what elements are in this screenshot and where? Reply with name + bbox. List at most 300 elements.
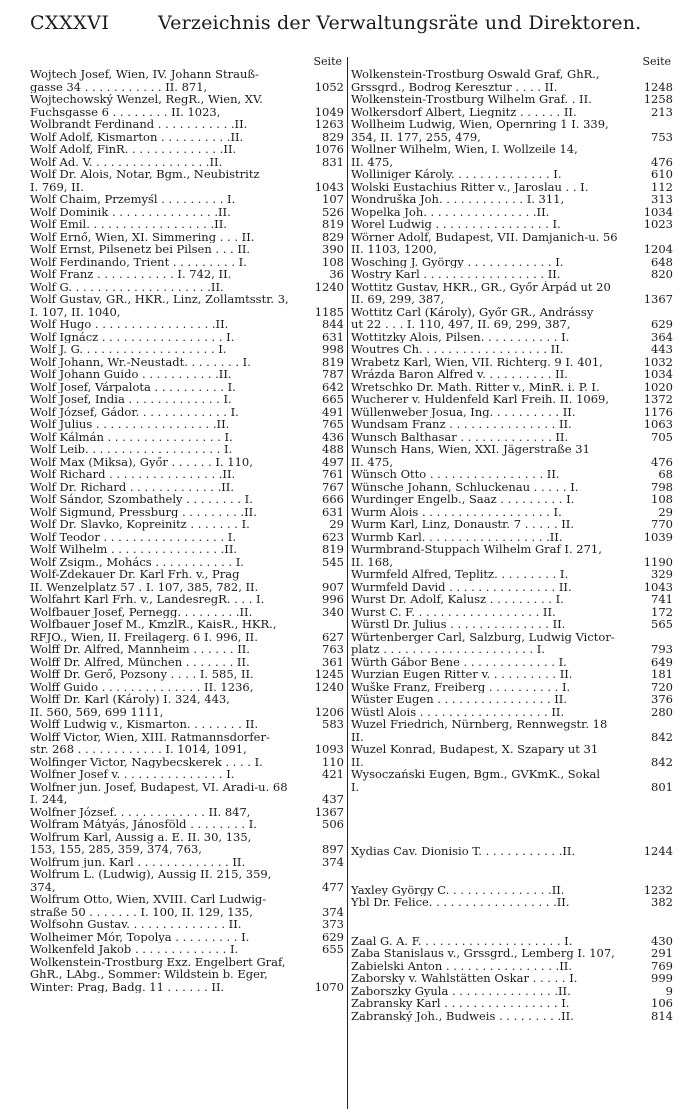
index-entry	[30, 93, 344, 118]
entry-text: Wurdinger Engelb., Saaz . . . . . . . . . I.	[351, 493, 575, 506]
index-entry	[351, 947, 673, 960]
entry-text: Wolfrum Karl, Aussig a. E. II. 30, 135, 153, 155, 285, 359, 374, 763,	[30, 830, 252, 856]
entry-page: 648	[651, 254, 673, 269]
index-entry	[30, 918, 344, 931]
entry-page: 1185	[314, 304, 344, 319]
entry-page: 1049	[314, 104, 344, 119]
index-entry	[30, 443, 344, 456]
right-entries	[351, 68, 673, 1022]
entry-text: Wolf Ernst, Pilsenetz bei Pilsen . . . II.	[30, 243, 251, 256]
entry-text: Worel Ludwig . . . . . . . . . . . . . . . . I.	[351, 218, 561, 231]
index-entry	[30, 593, 344, 606]
entry-page: 477	[322, 879, 344, 894]
entry-page: 374	[322, 854, 344, 869]
entry-text: Wolski Eustachius Ritter v., Jaroslau . . I.	[351, 180, 589, 193]
entry-page: 1043	[314, 179, 344, 194]
entry-text: Wüster Eugen . . . . . . . . . . . . . . . . II.	[351, 693, 567, 706]
index-entry	[30, 131, 344, 144]
index-entry	[351, 743, 673, 768]
entry-text: Wuzel Konrad, Budapest, X. Szapary ut 31 II.	[351, 743, 599, 768]
index-entry	[30, 506, 344, 519]
entry-page: 526	[322, 204, 344, 219]
entry-page: 649	[651, 654, 673, 669]
entry-page: 181	[651, 667, 673, 681]
index-entry	[351, 768, 673, 793]
entry-text: Wuzel Friedrich, Nürnberg, Rennwegstr. 18 II.	[351, 718, 608, 743]
index-entry	[351, 393, 673, 406]
entry-page: 1258	[643, 92, 673, 106]
index-entry	[351, 618, 673, 631]
entry-page: 1240	[314, 279, 344, 294]
entry-text: Wolliniger Károly. . . . . . . . . . . . . . I.	[351, 168, 562, 181]
index-entry	[30, 493, 344, 506]
entry-page: 329	[651, 567, 673, 581]
entry-page: 655	[322, 942, 344, 956]
entry-page: 112	[651, 179, 673, 194]
entry-page: 787	[322, 367, 344, 381]
entry-text: Wolfner jun. Josef, Budapest, VI. Aradi-u. 68 I. 244,	[30, 780, 288, 806]
index-entry	[30, 268, 344, 281]
index-entry	[351, 845, 673, 858]
entry-text: Würth Gábor Bene . . . . . . . . . . . . . I.	[351, 655, 567, 668]
entry-text: Wüllenweber Josua, Ing. . . . . . . . . . II.	[351, 405, 576, 418]
entry-text: Wolf Adolf, FinR. . . . . . . . . . . . . .II.	[30, 143, 237, 156]
entry-page: 998	[322, 342, 344, 356]
entry-page: 213	[651, 104, 673, 119]
index-entry	[30, 656, 344, 669]
entry-text: Zabielski Anton . . . . . . . . . . . . . . . .II.	[351, 959, 572, 972]
entry-page: 761	[322, 467, 344, 481]
entry-page: 1367	[643, 292, 673, 306]
entry-page: 814	[651, 1008, 673, 1023]
index-entry	[351, 693, 673, 706]
index-entry	[30, 418, 344, 431]
entry-text: Wolff Dr. Alfred, Mannheim . . . . . . II.	[30, 643, 250, 656]
index-entry	[30, 456, 344, 469]
index-entry	[351, 985, 673, 998]
entry-page: 829	[322, 229, 344, 244]
entry-page: 376	[651, 692, 673, 706]
index-entry	[351, 181, 673, 194]
entry-page: 819	[322, 217, 344, 231]
entry-page: 506	[322, 817, 344, 831]
entry-text: Wolff Victor, Wien, XIII. Ratmannsdorfer- str. 268 . . . . . . . . . . . . I. 1014, 1091,	[30, 730, 270, 756]
index-entry	[30, 556, 344, 569]
entry-text: Wondruška Joh. . . . . . . . . . . . I. 311,	[351, 193, 565, 206]
entry-page: 361	[322, 654, 344, 669]
entry-page: 390	[322, 242, 344, 256]
entry-text: Wolff Ludwig v., Kismarton. . . . . . . . II.	[30, 718, 259, 731]
entry-text: Wolf Josef, India . . . . . . . . . . . . . I.	[30, 393, 232, 406]
entry-text: Woutres Ch. . . . . . . . . . . . . . . . . . II.	[351, 343, 564, 356]
entry-text: Wolf Hugo . . . . . . . . . . . . . . . . .II.	[30, 318, 229, 331]
entry-page: 1190	[643, 554, 673, 569]
index-entry	[351, 93, 673, 106]
index-entry	[30, 193, 344, 206]
index-entry	[30, 293, 344, 318]
entry-text: Wolfinger Victor, Nagybecskerek . . . . I.	[30, 755, 263, 768]
entry-text: Wurzian Eugen Ritter v. . . . . . . . . . II.	[351, 668, 573, 681]
entry-page: 820	[651, 267, 673, 281]
entry-text: Wurmb Karl. . . . . . . . . . . . . . . . . .II.	[351, 530, 563, 543]
entry-page: 831	[322, 154, 344, 169]
entry-text: Zaal G. A. F. . . . . . . . . . . . . . . . . . . . I.	[351, 934, 573, 947]
index-entry	[351, 468, 673, 481]
entry-text: Wolf Adolf, Kismarton . . . . . . . . . .II.	[30, 130, 244, 143]
entry-page: 1232	[643, 882, 673, 897]
page-number: CXXXVI	[30, 12, 110, 34]
entry-text: Wolf Dr. Richard . . . . . . . . . . . . .II.	[30, 480, 235, 493]
index-entry	[30, 818, 344, 831]
entry-text: Wurst Dr. Adolf, Kalusz . . . . . . . . . I.	[351, 593, 564, 606]
index-entry	[30, 531, 344, 544]
entry-page: 29	[329, 517, 344, 531]
entry-page: 1248	[643, 79, 673, 94]
entry-text: Wolkenstein-Trostburg Wilhelm Graf. . II.	[351, 93, 592, 106]
index-entry	[30, 168, 344, 193]
entry-text: Würtenberger Carl, Salzburg, Ludwig Victor- platz . . . . . . . . . . . . . . . . . . . . . I.	[351, 630, 615, 656]
entry-text: Wolf Dr. Alois, Notar, Bgm., Neubistritz I. 769, II.	[30, 168, 260, 193]
entry-text: Wolf Teodor . . . . . . . . . . . . . . . . . I.	[30, 530, 236, 543]
index-entry	[351, 418, 673, 431]
entry-text: Ybl Dr. Felice. . . . . . . . . . . . . . . . . .II.	[351, 896, 570, 909]
index-entry	[30, 406, 344, 419]
entry-page: 1176	[643, 404, 673, 419]
page-title: Verzeichnis der Verwaltungsräte und Direktoren.	[158, 12, 642, 34]
entry-text: Wolf Wilhelm . . . . . . . . . . . . . . . .II.	[30, 543, 238, 556]
index-entry	[30, 343, 344, 356]
entry-text: Wolff Dr. Karl (Károly) I. 324, 443, II. 560, 569, 699 1111,	[30, 693, 230, 718]
entry-text: Wucherer v. Huldenfeld Karl Freih. II. 1069,	[351, 393, 610, 406]
entry-page: 1039	[643, 529, 673, 544]
entry-page: 340	[322, 604, 344, 619]
entry-page: 798	[651, 479, 673, 494]
section-gap	[351, 819, 673, 845]
entry-page: 829	[322, 129, 344, 144]
entry-page: 1204	[643, 242, 673, 256]
entry-text: Wolf G. . . . . . . . . . . . . . . . . . . .II.	[30, 280, 224, 293]
entry-text: Wüstl Alois . . . . . . . . . . . . . . . . . . II.	[351, 705, 565, 718]
entry-text: Wolkenfeld Jakob . . . . . . . . . . . . . I.	[30, 943, 239, 956]
entry-page: 897	[322, 842, 344, 856]
entry-text: Zaborszky Gyula . . . . . . . . . . . . . . .II.	[351, 984, 571, 997]
entry-text: Wolf Ernő, Wien, XI. Simmering . . . II.	[30, 230, 255, 243]
entry-page: 793	[651, 642, 673, 656]
entry-page: 842	[651, 754, 673, 769]
index-entry	[351, 896, 673, 909]
entry-text: Wolfsohn Gustav. . . . . . . . . . . . . . II.	[30, 918, 242, 931]
index-entry	[351, 718, 673, 743]
entry-page: 108	[651, 492, 673, 506]
entry-text: Wolkersdorf Albert, Liegnitz . . . . . . II.	[351, 105, 577, 118]
entry-text: Wollner Wilhelm, Wien, I. Wollzeile 14, II. 475,	[351, 143, 578, 168]
index-entry	[351, 368, 673, 381]
entry-text: Wolfrum Otto, Wien, XVIII. Carl Ludwig- straße 50 . . . . . . . I. 100, II. 129, 135,	[30, 893, 267, 918]
entry-page: 280	[651, 704, 673, 719]
entry-text: Wolf Ignácz . . . . . . . . . . . . . . . . . I.	[30, 330, 235, 343]
index-entry	[30, 156, 344, 169]
entry-text: Wolff Guido . . . . . . . . . . . . . . II. 1236,	[30, 680, 254, 693]
section-gap	[351, 793, 673, 819]
entry-text: Wolf Johann Guido . . . . . . . . . . .II.	[30, 368, 232, 381]
entry-page: 476	[651, 154, 673, 169]
index-entry	[30, 393, 344, 406]
index-entry	[30, 68, 344, 93]
index-entry	[351, 381, 673, 394]
entry-page: 29	[658, 504, 673, 519]
entry-text: Zabransky Karl . . . . . . . . . . . . . . . . I.	[351, 997, 570, 1010]
index-entry	[30, 543, 344, 556]
index-entry	[30, 868, 344, 893]
entry-text: Wolfrum jun. Karl . . . . . . . . . . . . . II.	[30, 855, 246, 868]
index-entry	[30, 806, 344, 819]
index-entry	[351, 884, 673, 897]
entry-page: 491	[322, 404, 344, 419]
entry-page: 107	[322, 192, 344, 206]
entry-text: Wörner Adolf, Budapest, VII. Damjanich-u. 56 II. 1103, 1200,	[351, 230, 618, 256]
entry-page: 1023	[643, 217, 673, 231]
entry-page: 769	[651, 958, 673, 973]
entry-text: Wolf Franz . . . . . . . . . . . I. 742, II.	[30, 268, 232, 281]
index-entry	[351, 706, 673, 719]
entry-page: 720	[651, 679, 673, 694]
entry-text: Wolfbauer Josef M., KmzlR., KaisR., HKR., RFJO., Wien, II. Freilagerg. 6 I. 996, II.	[30, 618, 277, 643]
entry-page: 996	[322, 592, 344, 606]
index-entry	[351, 935, 673, 948]
index-entry	[30, 731, 344, 756]
entry-page: 430	[651, 933, 673, 948]
entry-text: Wolff Dr. Alfred, München . . . . . . . II.	[30, 655, 250, 668]
entry-text: Wolfbauer Josef, Pernegg. . . . . . . . .II.	[30, 605, 253, 618]
index-entry	[30, 718, 344, 731]
index-entry	[351, 568, 673, 581]
entry-text: Wopelka Joh. . . . . . . . . . . . . . . .II.	[351, 205, 550, 218]
entry-text: Wollheim Ludwig, Wien, Opernring 1 I. 339, 354, II. 177, 255, 479,	[351, 118, 609, 143]
entry-page: 642	[322, 379, 344, 394]
entry-text: Wolf Johann, Wr.-Neustadt. . . . . . . . I.	[30, 355, 251, 368]
entry-page: 741	[651, 592, 673, 606]
index-entry	[351, 68, 673, 93]
entry-page: 631	[322, 329, 344, 344]
entry-page: 1020	[643, 379, 673, 394]
index-entry	[30, 931, 344, 944]
entry-page: 666	[322, 492, 344, 506]
entry-page: 665	[322, 392, 344, 406]
entry-page: 1206	[314, 704, 344, 719]
entry-text: Wolf Ad. V. . . . . . . . . . . . . . . . .II.	[30, 155, 223, 168]
entry-text: Wostry Karl . . . . . . . . . . . . . . . . . II.	[351, 268, 561, 281]
section-gap	[351, 909, 673, 935]
entry-text: Wysoczański Eugen, Bgm., GVKmK., Sokal I.	[351, 768, 601, 793]
entry-text: Wretschko Dr. Math. Ritter v., MinR. i. P. I.	[351, 380, 600, 393]
entry-page: 770	[651, 517, 673, 531]
entry-text: Zabranský Joh., Budweis . . . . . . . . .II.	[351, 1009, 574, 1022]
index-entry	[30, 893, 344, 918]
index-entry	[30, 693, 344, 718]
entry-page: 1076	[314, 142, 344, 156]
entry-text: Wolff Dr. Gerő, Pozsony . . . . I. 585, II.	[30, 668, 254, 681]
entry-text: Wolfner Josef v. . . . . . . . . . . . . . . I.	[30, 768, 235, 781]
entry-page: 753	[651, 129, 673, 144]
entry-page: 1093	[314, 742, 344, 756]
index-entry	[351, 193, 673, 206]
entry-page: 705	[651, 429, 673, 444]
entry-page: 801	[651, 779, 673, 794]
index-entry	[351, 281, 673, 306]
index-entry	[30, 618, 344, 643]
index-entry	[351, 118, 673, 143]
entry-page: 9	[665, 983, 673, 998]
entry-text: Wurmbrand-Stuppach Wilhelm Graf I. 271, II. 168,	[351, 543, 602, 568]
index-entry	[351, 960, 673, 973]
entry-page: 1070	[314, 979, 344, 994]
index-entry	[351, 543, 673, 568]
entry-page: 629	[651, 317, 673, 331]
left-entries	[30, 68, 344, 993]
index-entry	[30, 243, 344, 256]
entry-page: 382	[651, 895, 673, 909]
entry-text: Wolf József, Gádor. . . . . . . . . . . . . I.	[30, 405, 239, 418]
index-entry	[30, 856, 344, 869]
index-entry	[351, 343, 673, 356]
index-entry	[30, 606, 344, 619]
entry-page: 36	[329, 267, 344, 281]
entry-text: Wolbrandt Ferdinand . . . . . . . . . . .II.	[30, 118, 248, 131]
entry-page: 819	[322, 542, 344, 556]
entry-text: Wojtechowský Wenzel, RegR., Wien, XV. Fuchsgasse 6 . . . . . . . . II. 1023,	[30, 93, 263, 118]
index-entry	[351, 531, 673, 544]
entry-page: 1043	[643, 579, 673, 594]
index-entry	[30, 318, 344, 331]
index-entry	[351, 518, 673, 531]
index-entry	[351, 443, 673, 468]
index-entry	[30, 206, 344, 219]
entry-text: Wolf Kálmán . . . . . . . . . . . . . . . . I.	[30, 430, 233, 443]
entry-text: Zaba Stanislaus v., Grssgrd., Lemberg I. 107,	[351, 947, 615, 960]
index-entry	[351, 168, 673, 181]
entry-page: 545	[322, 554, 344, 569]
index-entry	[30, 756, 344, 769]
index-entry	[30, 568, 344, 593]
index-entry	[30, 781, 344, 806]
entry-page: 313	[651, 192, 673, 206]
index-entry	[351, 681, 673, 694]
index-entry	[30, 643, 344, 656]
entry-page: 373	[322, 917, 344, 931]
entry-text: Wolf Sándor, Szombathely . . . . . . . . I.	[30, 493, 253, 506]
entry-page: 291	[651, 946, 673, 960]
page-header	[30, 10, 676, 40]
entry-text: Wolf Emil. . . . . . . . . . . . . . . . . .II.	[30, 218, 227, 231]
entry-page: 1367	[314, 804, 344, 819]
index-entry	[351, 256, 673, 269]
index-entry	[351, 306, 673, 331]
entry-text: Wundsam Franz . . . . . . . . . . . . . . . II.	[351, 418, 572, 431]
index-entry	[351, 656, 673, 669]
entry-page: 497	[322, 454, 344, 469]
index-entry	[351, 218, 673, 231]
index-entry	[351, 493, 673, 506]
index-entry	[351, 406, 673, 419]
entry-page: 763	[322, 642, 344, 656]
entry-page: 1032	[643, 354, 673, 369]
entry-page: 623	[322, 529, 344, 544]
entry-page: 110	[322, 754, 344, 769]
entry-text: Wottitzky Alois, Pilsen. . . . . . . . . . . I.	[351, 330, 570, 343]
left-column	[30, 55, 344, 993]
index-entry	[30, 668, 344, 681]
entry-page: 374	[322, 904, 344, 919]
index-entry	[351, 231, 673, 256]
index-entry	[351, 668, 673, 681]
index-entry	[351, 972, 673, 985]
index-entry	[30, 356, 344, 369]
entry-text: Wolfram Mátyás, Jánosföld . . . . . . . . I.	[30, 818, 257, 831]
entry-text: Wolf Dr. Slavko, Kopreinitz . . . . . . . I.	[30, 518, 250, 531]
entry-text: Wünsche Johann, Schluckenau . . . . . I.	[351, 480, 579, 493]
entry-page: 627	[322, 629, 344, 644]
entry-text: Wolfner József. . . . . . . . . . . . . II. 847,	[30, 805, 251, 818]
index-entry	[30, 481, 344, 494]
entry-page: 610	[651, 167, 673, 181]
column-separator	[347, 57, 348, 1109]
entry-text: Wolfahrt Karl Frh. v., LandesregR. . . . I.	[30, 593, 265, 606]
entry-text: Wrabetz Karl, Wien, VII. Richterg. 9 I. 401,	[351, 355, 603, 368]
index-entry	[351, 356, 673, 369]
entry-page: 476	[651, 454, 673, 469]
entry-text: Wolf Gustav, GR., HKR., Linz, Zollamtsstr. 3, I. 107, II. 1040,	[30, 293, 289, 318]
entry-text: Zaborsky v. Wahlstätten Oskar . . . . . I.	[351, 972, 578, 985]
index-entry	[351, 506, 673, 519]
index-entry	[351, 431, 673, 444]
entry-text: Yaxley György C. . . . . . . . . . . . . . .II.	[351, 883, 565, 896]
index-entry	[351, 268, 673, 281]
index-entry	[30, 118, 344, 131]
entry-page: 106	[651, 996, 673, 1010]
entry-text: Wolheimer Mór, Topolya . . . . . . . . . I.	[30, 930, 250, 943]
index-entry	[351, 206, 673, 219]
section-gap	[351, 858, 673, 884]
entry-page: 583	[322, 717, 344, 731]
entry-text: Wolf Josef, Várpalota . . . . . . . . . . I.	[30, 380, 236, 393]
entry-page: 364	[651, 329, 673, 344]
entry-page: 1063	[643, 417, 673, 431]
entry-text: Wuške Franz, Freiberg . . . . . . . . . . I.	[351, 680, 571, 693]
index-entry	[30, 831, 344, 856]
index-entry	[30, 431, 344, 444]
index-entry	[30, 956, 344, 994]
entry-page: 108	[322, 254, 344, 269]
entry-text: Wolkenstein-Trostburg Exz. Engelbert Graf, GhR., LAbg., Sommer: Wildstein b. Eger, Winter: Prag, Badg. 11 . . . . . . II.	[30, 955, 286, 993]
entry-page: 1034	[643, 367, 673, 381]
entry-text: Wolf Leib. . . . . . . . . . . . . . . . . . . I.	[30, 443, 233, 456]
entry-page: 631	[322, 504, 344, 519]
index-entry	[30, 331, 344, 344]
entry-text: Wolf Sigmund, Pressburg . . . . . . . . .II.	[30, 505, 257, 518]
seite-label: Seite	[313, 55, 342, 68]
entry-page: 1240	[314, 679, 344, 694]
index-entry	[30, 943, 344, 956]
entry-text: Wurst C. F. . . . . . . . . . . . . . . . . . II.	[351, 605, 556, 618]
entry-page: 436	[322, 429, 344, 444]
entry-text: Wrázda Baron Alfred v. . . . . . . . . . II.	[351, 368, 568, 381]
entry-text: Wolf Ferdinando, Trient . . . . . . . . . I.	[30, 255, 247, 268]
entry-text: Wolf Max (Miksa), Győr . . . . . . I. 110,	[30, 455, 253, 468]
entry-page: 629	[322, 929, 344, 944]
index-entry	[30, 256, 344, 269]
entry-page: 907	[322, 579, 344, 594]
entry-text: Wolf Dominik . . . . . . . . . . . . . . .II.	[30, 205, 231, 218]
